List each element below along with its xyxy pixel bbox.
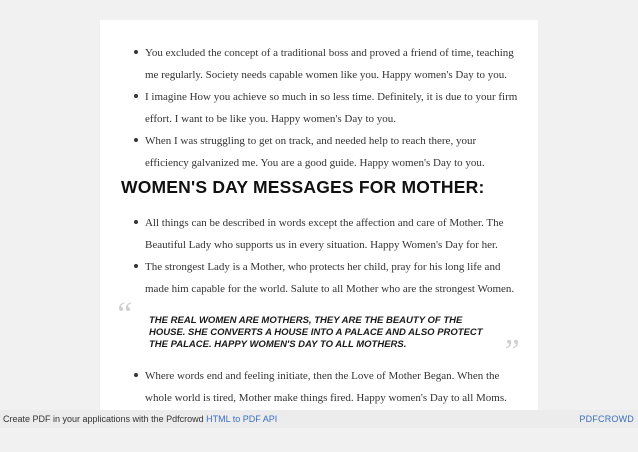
bullet-list-closing (118, 365, 518, 409)
document-page (100, 20, 538, 410)
html-to-pdf-link[interactable]: HTML to PDF API (206, 414, 278, 424)
section-heading: WOMEN'S DAY MESSAGES FOR MOTHER: (121, 177, 485, 197)
open-quote-icon: “ (114, 296, 133, 333)
pdf-footer-bar (0, 410, 638, 428)
list-item: I imagine How you achieve so much in so less time. Definitely, it is due to your firm effort. I want to be like you. Happy women's Day to you. (118, 86, 518, 130)
list-item: All things can be described in words except the affection and care of Mother. The Beautiful Lady who supports us in every situation. Happy Women's Day for her. (118, 212, 518, 256)
list-item: You excluded the concept of a traditional boss and proved a friend of time, teaching me regularly. Society needs capable women like you. Happy women's Day to you. (118, 42, 518, 86)
bullet-list-mother (118, 212, 518, 300)
bullet-list-intro (118, 42, 518, 174)
close-quote-icon: ” (501, 333, 520, 370)
list-item: When I was struggling to get on track, and needed help to reach there, your efficiency galvanized me. You are a good guide. Happy women's Day to you. (118, 130, 518, 174)
list-item: Where words end and feeling initiate, then the Love of Mother Began. When the whole world is tired, Mother make things fired. Happy women's Day to all Moms. (118, 365, 518, 409)
footer-prefix: Create PDF in your applications with the Pdfcrowd (3, 414, 204, 424)
footer-text (3, 414, 277, 424)
blockquote-text: THE REAL WOMEN ARE MOTHERS, THEY ARE THE BEAUTY OF THE HOUSE. SHE CONVERTS A HOUSE INTO A PALACE AND ALSO PROTECT THE PALACE. HAPPY WOMEN'S DAY TO ALL MOTHERS. (149, 315, 483, 350)
pdfcrowd-brand-link[interactable]: PDFCROWD (579, 414, 634, 424)
list-item: The strongest Lady is a Mother, who protects her child, pray for his long life and made him capable for the world. Salute to all Mother who are the strongest Women. (118, 256, 518, 300)
